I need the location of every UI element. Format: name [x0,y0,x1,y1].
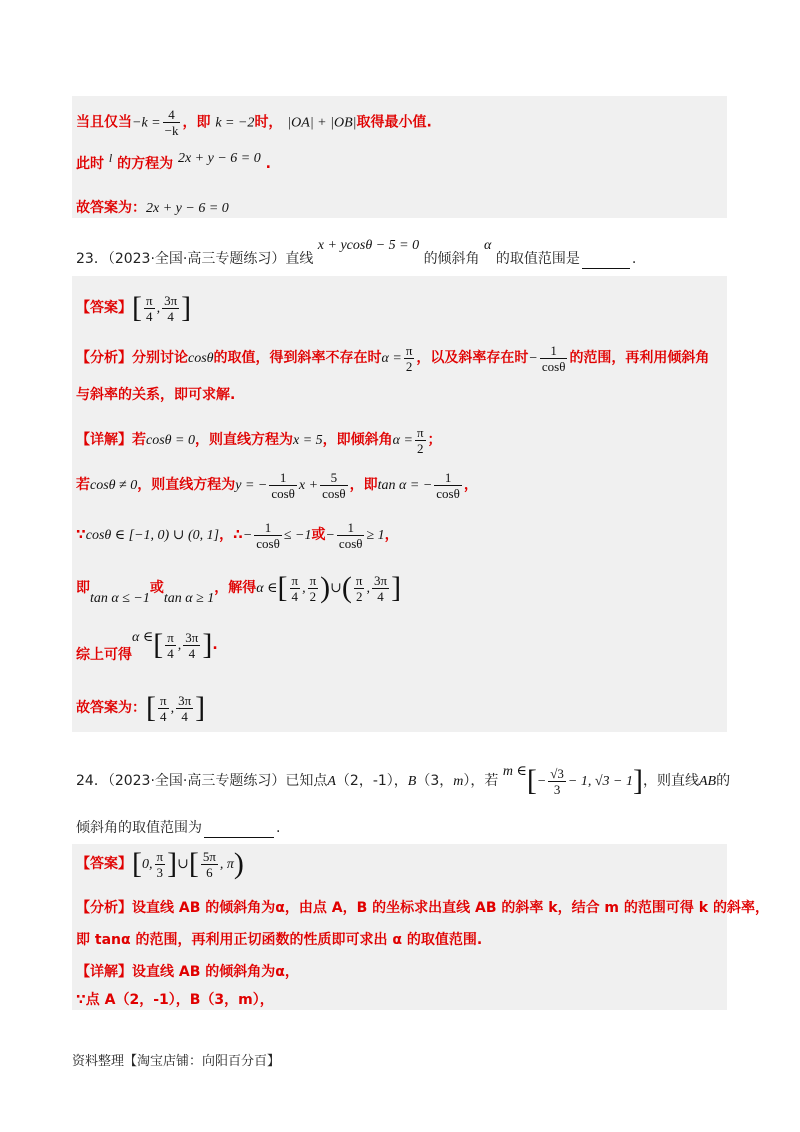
footer-source: 资料整理【淘宝店铺：向阳百分百】 [72,1054,281,1069]
answer-blank [204,837,274,838]
q23-detail-line-5: 综上可得α ∈[ $\frac{\pi}{4}$ , $\frac{3\pi}{4}$ ]. [76,628,218,663]
q23-detail-line-4: 即tan α ≤ −1或tan α ≥ 1，解得α ∈[ $\frac{\pi}{4}$ , $\frac{\pi}{2}$ )∪( $\frac{\pi}{2}$ , $\frac{3\pi}{4}$ ] [76,571,402,606]
q23-analysis-line-1: 【分析】分别讨论cosθ的取值，得到斜率不存在时α = $\frac{\pi}{2}$ ，以及斜率存在时− $\frac{1}{\cos\theta}$ 的范围，再利用倾斜角 [76,342,710,374]
q23-answer: 【答案】[ $\frac{\pi}{4}$ , $\frac{3\pi}{4}$ ] [76,291,192,324]
top-line-1: 当且仅当−k = $\frac{4}{-k}$ ，即 k = −2时， |OA| + |OB|取得最小值. [76,107,432,138]
q24-detail-line-1: 【详解】设直线 AB 的倾斜角为α， [76,964,299,980]
q24-answer: 【答案】[0, $\frac{\pi}{3}$ ]∪[ $\frac{5\pi}{6}$ , π) [76,847,244,880]
q23-detail-line-1: 【详解】若cosθ = 0，则直线方程为x = 5，即倾斜角α = $\frac{\pi}{2}$ ； [76,424,442,456]
q24-detail-line-2: ∵点 A（2，-1），B（3，m）， [76,992,274,1008]
q24-analysis-line-1: 【分析】设直线 AB 的倾斜角为α，由点 A，B 的坐标求出直线 AB 的斜率 k，结合 m 的范围可得 k 的斜率， [76,900,769,916]
question-24-line-2: 倾斜角的取值范围为 . [76,820,281,836]
top-line-3: 故答案为：2x + y − 6 = 0 [76,200,229,216]
q23-final-answer: 故答案为：[ $\frac{\pi}{4}$ , $\frac{3\pi}{4}$ ] [76,691,206,724]
q23-detail-line-3: ∵cosθ ∈ [−1, 0) ∪ (0, 1]，∴− $\frac{1}{\cos\theta}$ ≤ −1或− $\frac{1}{\cos\theta}$ ≥ 1， [76,519,399,551]
top-line-2: 此时 l 的方程为 2x + y − 6 = 0 . [76,151,271,172]
question-23: 23．（2023·全国·高三专题练习）直线 x + ycosθ − 5 = 0 的倾斜角 α 的取值范围是 . [76,238,637,267]
q23-analysis-line-2: 与斜率的关系，即可求解. [76,387,236,403]
q24-analysis-line-2: 即 tanα 的范围，再利用正切函数的性质即可求出 α 的取值范围. [76,932,483,948]
question-24: 24．（2023·全国·高三专题练习）已知点A（2，-1），B（3，m），若 m ∈[− $\frac{√3}{3}$ − 1, √3 − 1]，则直线AB的 [76,764,731,797]
q23-detail-line-2: 若cosθ ≠ 0，则直线方程为y = − $\frac{1}{\cos\theta}$ x + $\frac{5}{\cos\theta}$ ，即tan α = − $\frac{1}{\cos\theta}$ ， [76,469,478,501]
answer-blank [582,268,630,269]
